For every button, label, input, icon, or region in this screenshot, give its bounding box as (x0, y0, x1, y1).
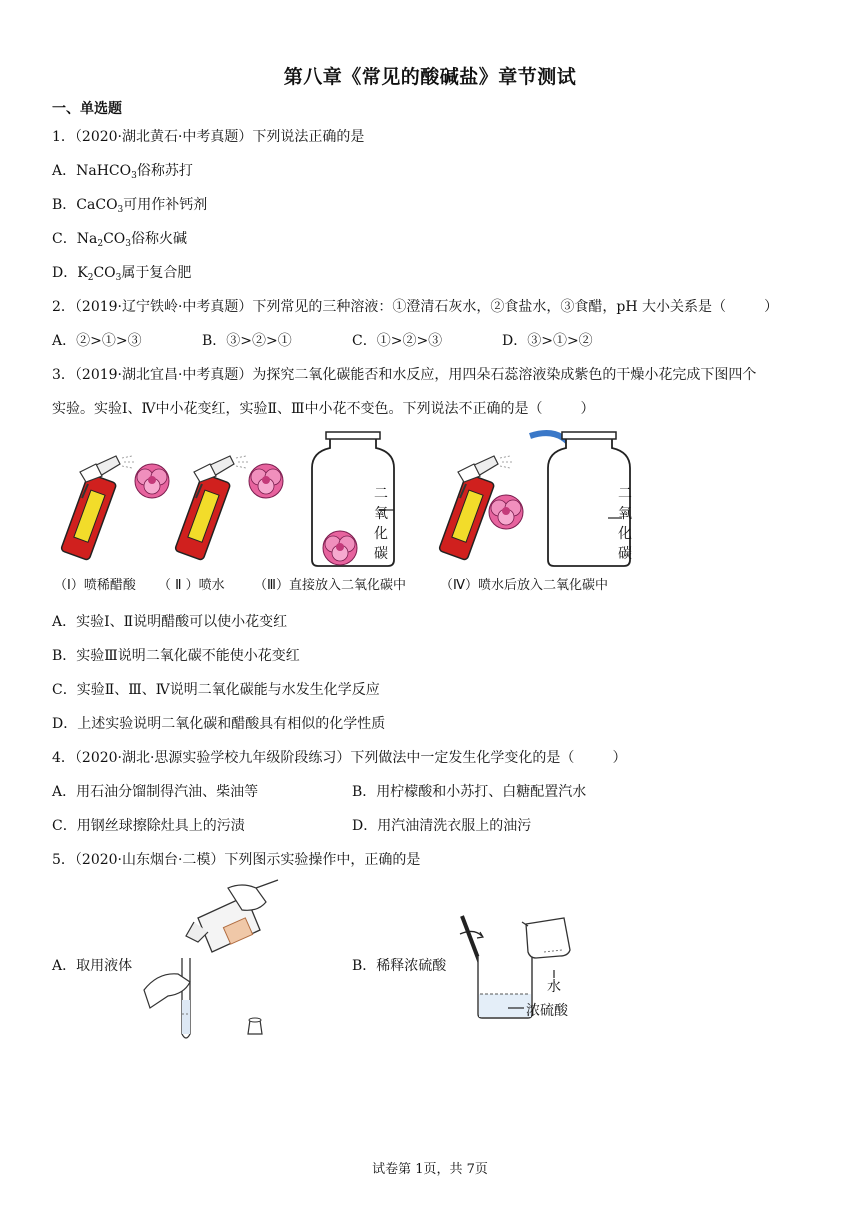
question-5-option-a: A．取用液体 (52, 958, 133, 974)
water-label: 水 (547, 979, 561, 995)
question-3-option-a: A．实验Ⅰ、Ⅱ说明醋酸可以使小花变红 (52, 614, 288, 630)
question-3-option-c: C．实验Ⅱ、Ⅲ、Ⅳ说明二氧化碳能与水发生化学反应 (52, 682, 380, 698)
question-4-option-a: A．用石油分馏制得汽油、柴油等 (52, 784, 259, 800)
beaker-icon (478, 956, 532, 1018)
pour-liquid-figure (138, 878, 280, 1044)
question-4-option-b: B．用柠檬酸和小苏打、白糖配置汽水 (352, 784, 587, 800)
co2-label-jar-iii: 二 氧 化 碳 (374, 486, 388, 562)
test-tube-icon (182, 958, 190, 1038)
experiment-caption-i: （Ⅰ）喷稀醋酸 (54, 578, 136, 593)
question-2-option-a: A．②>①>③ (52, 333, 142, 349)
experiment-caption-iv: （Ⅳ）喷水后放入二氧化碳中 (440, 578, 608, 593)
question-2-option-b: B．③>②>① (202, 333, 292, 349)
section-heading: 一、单选题 (52, 101, 122, 117)
question-3-stem-line1: 3．（2019·湖北宜昌·中考真题）为探究二氧化碳能否和水反应，用四朵石蕊溶液染成紫色的干燥小花完成下图四个 (52, 367, 757, 383)
question-4-stem: 4．（2020·湖北·思源实验学校九年级阶段练习）下列做法中一定发生化学变化的是（ ） (52, 750, 627, 766)
bottle-stopper-icon (248, 1018, 262, 1034)
question-3-option-d: D．上述实验说明二氧化碳和醋酸具有相似的化学性质 (52, 716, 386, 732)
flower-i-icon (135, 464, 169, 498)
question-1-option-a: A．NaHCO$_3$俗称苏打 (52, 163, 193, 181)
experiment-caption-iii: （Ⅲ）直接放入二氧化碳中 (254, 578, 406, 593)
question-1-stem: 1．（2020·湖北黄石·中考真题）下列说法正确的是 (52, 129, 365, 145)
question-3-stem-line2: 实验。实验Ⅰ、Ⅳ中小花变红，实验Ⅱ、Ⅲ中小花不变色。下列说法不正确的是（ ） (52, 401, 595, 417)
question-5-stem: 5．（2020·山东烟台·二模）下列图示实验操作中，正确的是 (52, 852, 421, 868)
page-title: 第八章《常见的酸碱盐》章节测试 (283, 66, 577, 88)
co2-experiment-figure (52, 428, 642, 596)
question-5-option-b: B．稀释浓硫酸 (352, 958, 447, 974)
question-4-option-d: D．用汽油清洗衣服上的油污 (352, 818, 532, 834)
question-2-option-c: C．①>②>③ (352, 333, 443, 349)
question-2-stem: 2．（2019·辽宁铁岭·中考真题）下列常见的三种溶液：①澄清石灰水，②食盐水，③食醋，pH 大小关系是（ ） (52, 299, 779, 315)
sprayer-ii-icon (175, 456, 234, 561)
question-4-option-c: C．用钢丝球擦除灶具上的污渍 (52, 818, 245, 834)
flower-iv-icon (489, 495, 523, 529)
flower-ii-icon (249, 464, 283, 498)
page-footer: 试卷第 1页，共 7页 (372, 1162, 488, 1177)
flower-iii-icon (323, 531, 357, 565)
question-1-option-d: D．$K_2CO_3$属于复合肥 (52, 265, 192, 283)
question-3-option-b: B．实验Ⅲ说明二氧化碳不能使小花变红 (52, 648, 300, 664)
sprayer-i-icon (61, 456, 120, 561)
question-2-option-d: D．③>①>② (502, 333, 593, 349)
acid-label: 浓硫酸 (526, 1003, 568, 1019)
question-1-option-c: C．$Na_2CO_3$俗称火碱 (52, 231, 187, 249)
co2-label-jar-iv: 二 氧 化 碳 (618, 486, 632, 562)
question-1-option-b: B．CaCO$_3$可用作补钙剂 (52, 197, 208, 215)
pouring-beaker-icon (522, 918, 570, 958)
experiment-caption-ii: （ Ⅱ ）喷水 (158, 578, 225, 593)
